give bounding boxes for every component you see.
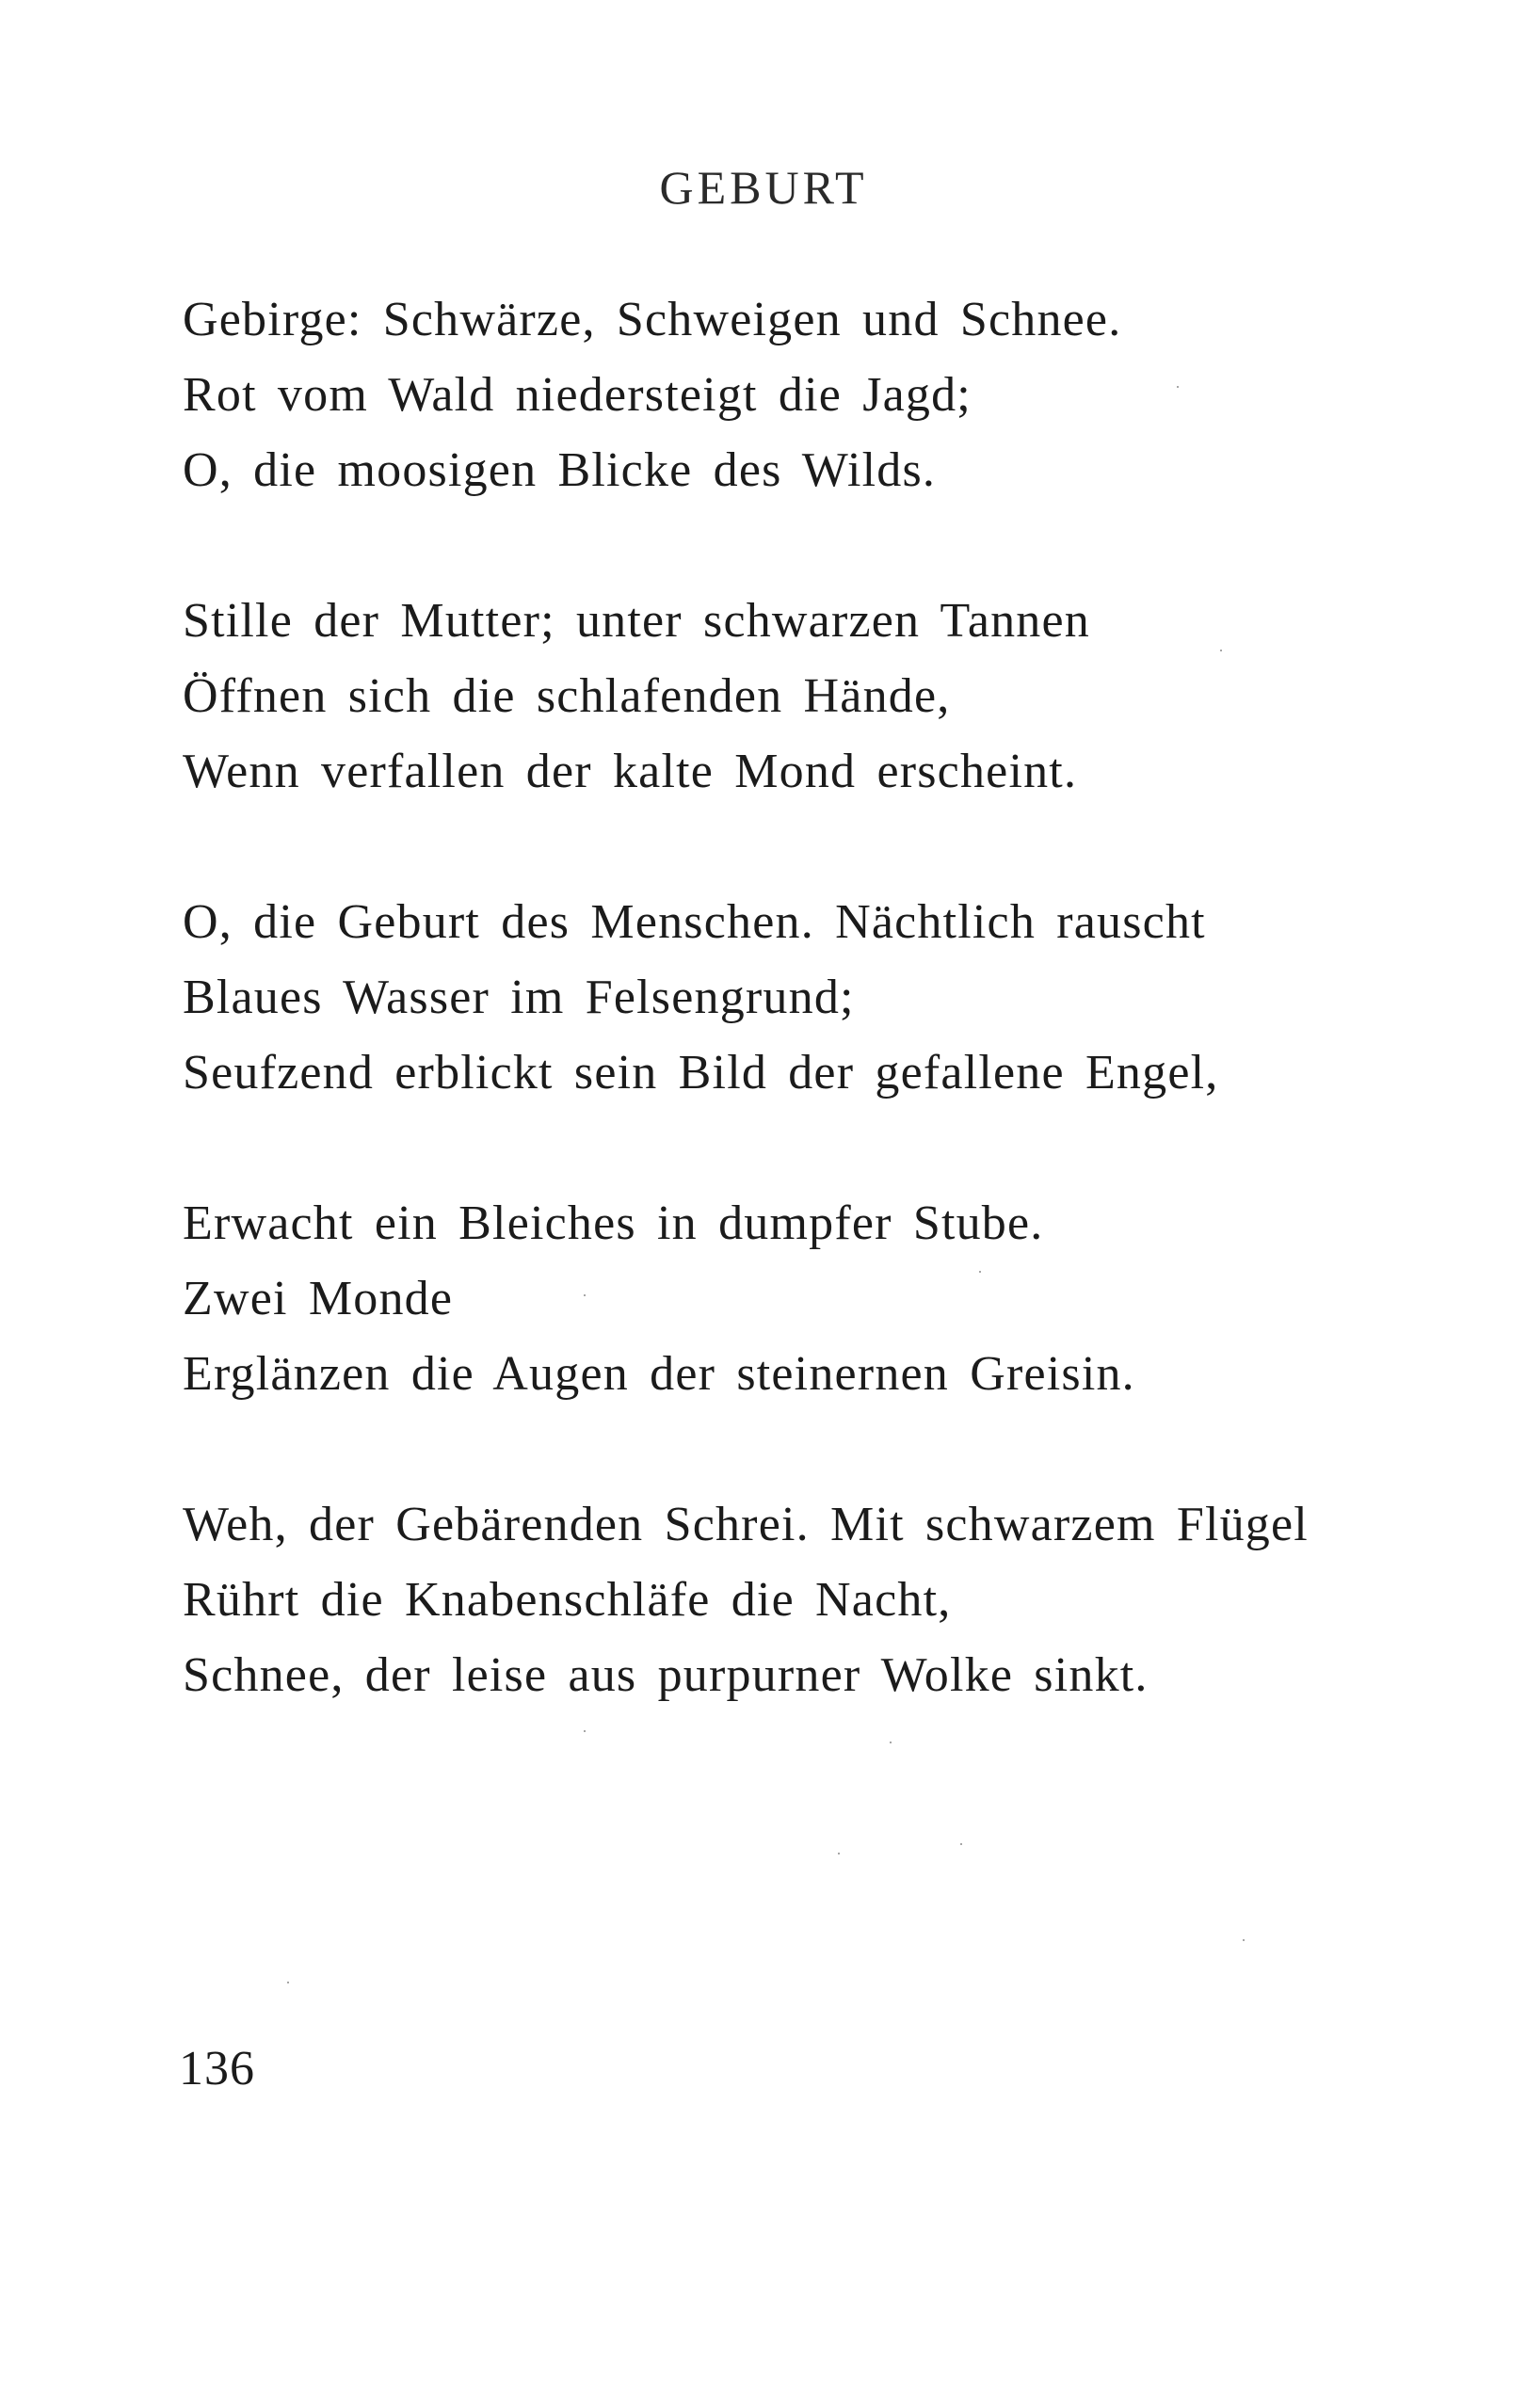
stanza-1 — [183, 282, 1121, 508]
stanza-2 — [183, 584, 1090, 810]
poem-line: Öffnen sich die schlafenden Hände, — [183, 669, 951, 723]
poem-line: O, die moosigen Blicke des Wilds. — [183, 443, 937, 497]
poem-line: Erglänzen die Augen der steinernen Greisin. — [183, 1347, 1135, 1401]
page-number: 136 — [179, 2042, 255, 2095]
poem-line: Gebirge: Schwärze, Schweigen und Schnee. — [183, 293, 1122, 346]
paper-speck — [1243, 1939, 1245, 1941]
paper-speck — [979, 1271, 981, 1273]
poem-line: Wenn verfallen der kalte Mond erscheint. — [183, 745, 1078, 798]
poem-line: Zwei Monde — [183, 1272, 454, 1325]
paper-speck — [1177, 386, 1179, 388]
paper-speck — [890, 1742, 892, 1743]
poem-line: O, die Geburt des Menschen. Nächtlich rauscht — [183, 895, 1206, 949]
stanza-4 — [183, 1186, 1135, 1412]
poem-line: Rührt die Knabenschläfe die Nacht, — [183, 1573, 952, 1627]
stanza-3 — [183, 885, 1218, 1111]
paper-speck — [584, 1294, 586, 1296]
poem-line: Stille der Mutter; unter schwarzen Tannen — [183, 594, 1090, 648]
poem-line: Blaues Wasser im Felsengrund; — [183, 971, 855, 1024]
poem-line: Rot vom Wald niedersteigt die Jagd; — [183, 368, 972, 422]
poem-line: Schnee, der leise aus purpurner Wolke sinkt. — [183, 1648, 1149, 1702]
poem-line: Seufzend erblickt sein Bild der gefallene Engel, — [183, 1046, 1219, 1100]
paper-speck — [960, 1843, 962, 1845]
poem-title: GEBURT — [659, 161, 868, 214]
poem-line: Erwacht ein Bleiches in dumpfer Stube. — [183, 1196, 1044, 1250]
stanza-5 — [183, 1487, 1309, 1713]
paper-speck — [1220, 650, 1222, 651]
paper-speck — [838, 1853, 840, 1854]
poem-line: Weh, der Gebärenden Schrei. Mit schwarzem Flügel — [183, 1498, 1309, 1551]
paper-speck — [287, 1982, 289, 1983]
paper-speck — [584, 1730, 586, 1732]
